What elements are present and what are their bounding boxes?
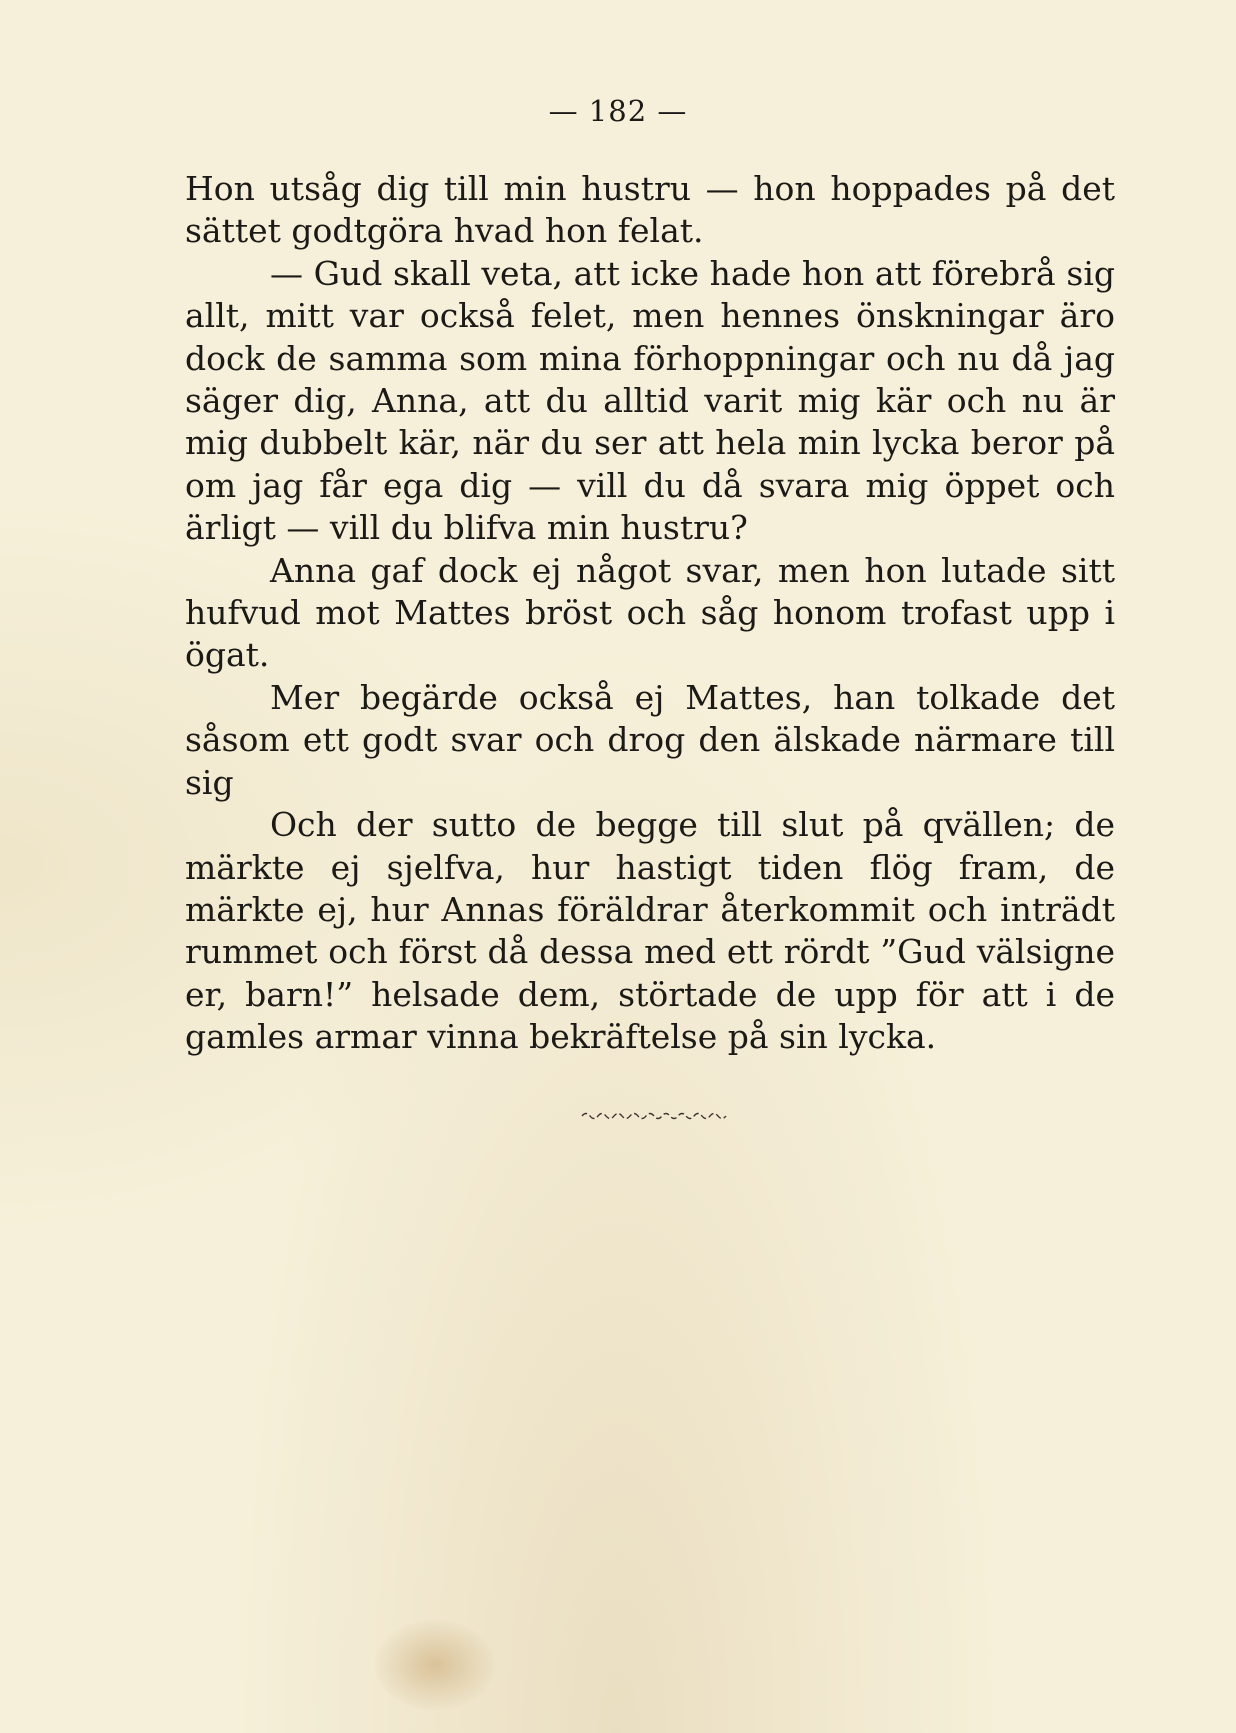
page-number: — 182 — — [548, 94, 688, 128]
paragraph-4: Mer begärde också ej Mattes, han tolkade det såsom ett godt svar och drog den älskade närmare till sig — [185, 677, 1115, 802]
body-text — [185, 168, 1115, 1059]
paragraph-2: — Gud skall veta, att icke hade hon att förebrå sig allt, mitt var också felet, men hennes önskningar äro dock de samma som mina förhoppningar och nu då jag säger dig, Anna, att du alltid varit mig kär och nu är mig dubbelt kär, när du ser att hela min lycka beror på om jag får ega dig — vill du då svara mig öppet och ärligt — vill du blifva min hustru? — [185, 253, 1115, 548]
end-ornament — [580, 1108, 735, 1122]
paragraph-1: Hon utsåg dig till min hustru — hon hoppades på det sättet godtgöra hvad hon felat. — [185, 169, 1115, 251]
paper-stain — [375, 1620, 495, 1710]
paragraph-5: Och der sutto de begge till slut på qvällen; de märkte ej sjelfva, hur hastigt tiden flög fram, de märkte ej, hur Annas föräldrar återkommit och inträdt rummet och först då dessa med ett rördt ”Gud välsigne er, barn!” helsade dem, störtade de upp för att i de gamles armar vinna bekräftelse på sin lycka. — [185, 805, 1115, 1057]
paragraph-3: Anna gaf dock ej något svar, men hon lutade sitt hufvud mot Mattes bröst och såg honom trofast upp i ögat. — [185, 550, 1115, 675]
